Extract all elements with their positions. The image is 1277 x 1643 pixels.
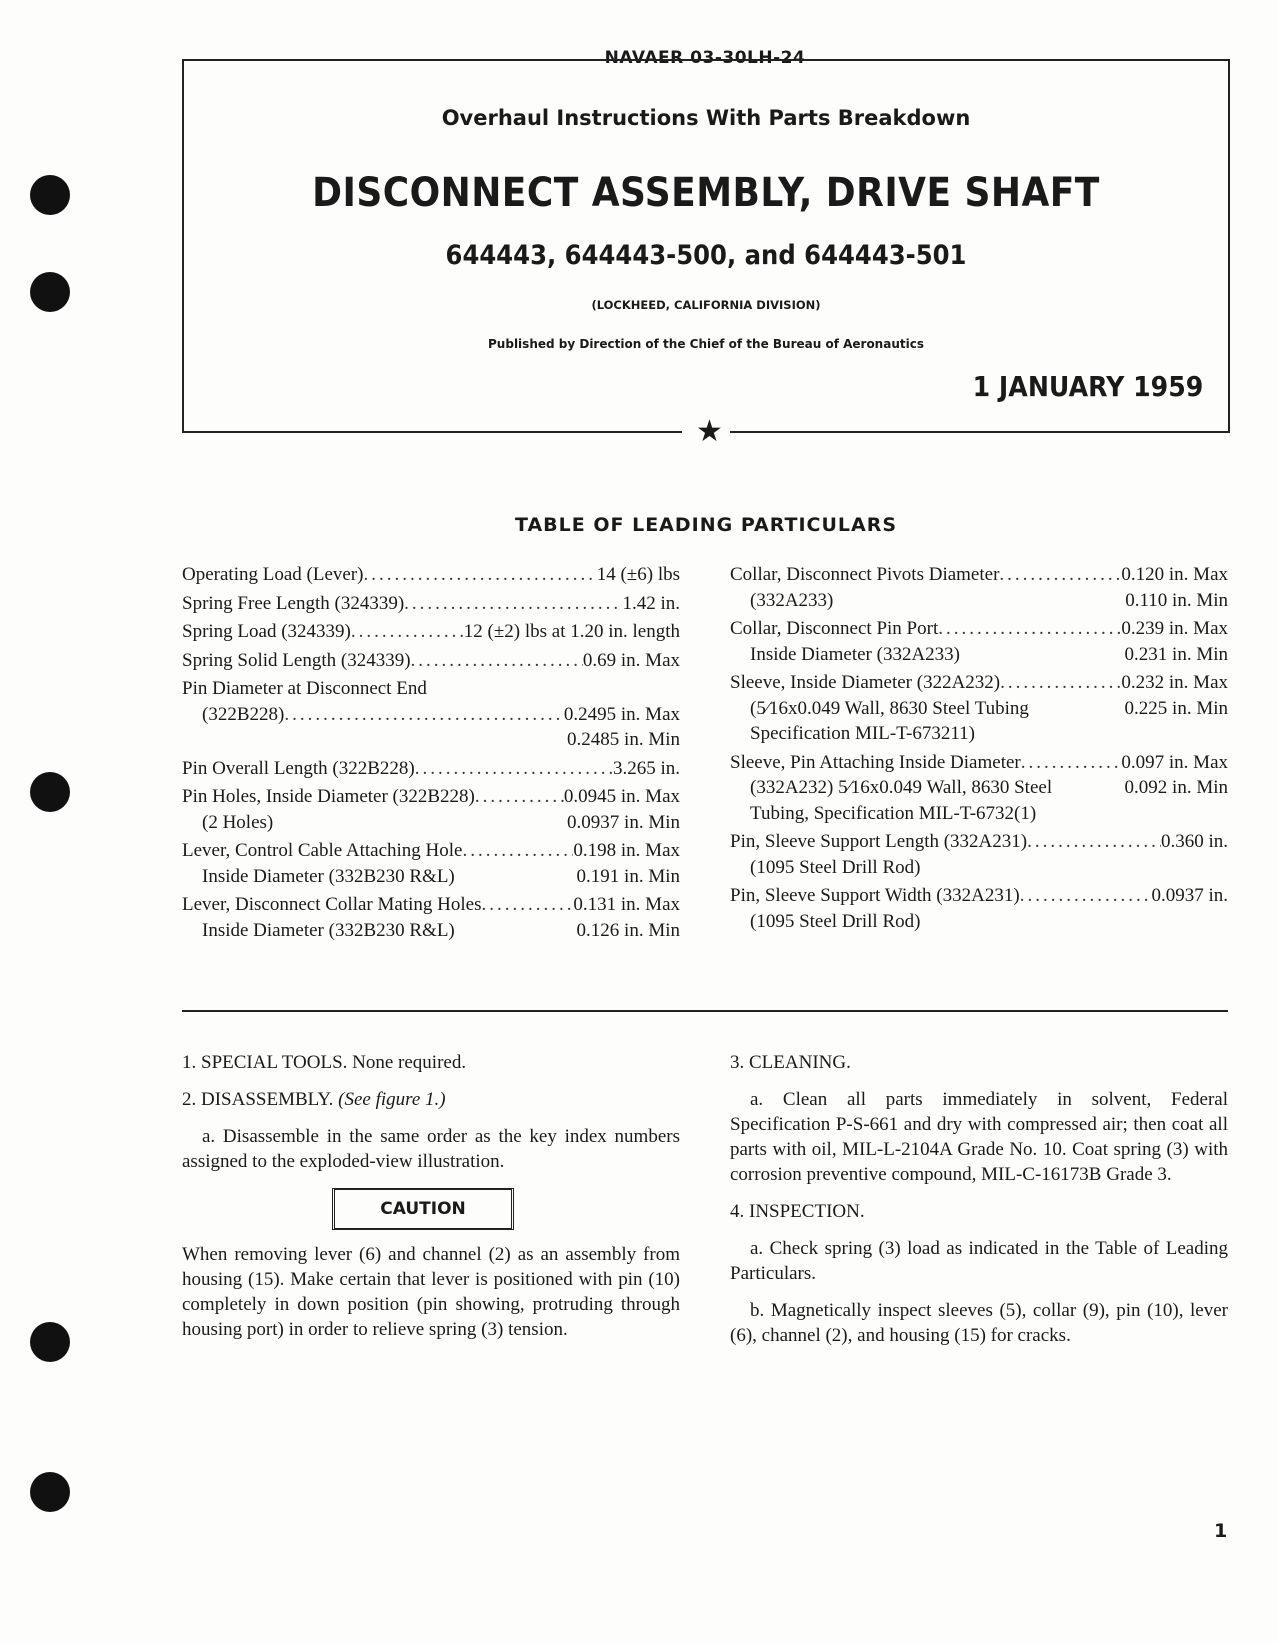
particular-label: (5⁄16x0.049 Wall, 8630 Steel Tubing <box>750 697 1029 719</box>
particular-label: (1095 Steel Drill Rod) <box>750 910 921 932</box>
particular-line <box>730 721 1228 747</box>
particular-entry <box>182 648 680 674</box>
particular-line <box>730 909 1228 935</box>
particular-value: 0.126 in. Min <box>576 919 680 941</box>
particular-label: (322B228) <box>202 703 285 725</box>
table-heading: TABLE OF LEADING PARTICULARS <box>514 514 898 536</box>
particular-entry <box>182 838 680 889</box>
particular-label: Inside Diameter (332B230 R&L) <box>202 865 455 887</box>
spacer <box>202 727 567 753</box>
spacer <box>455 864 577 890</box>
spacer <box>1029 696 1125 722</box>
particular-line <box>730 562 1228 588</box>
particular-line <box>182 676 680 702</box>
dot-leader <box>415 756 613 782</box>
spacer <box>1036 801 1228 827</box>
dot-leader <box>475 784 564 810</box>
particular-value: 0.0937 in. Min <box>567 811 680 833</box>
particular-line <box>182 756 680 782</box>
spacer <box>455 918 577 944</box>
particular-label: Sleeve, Inside Diameter (322A232) <box>730 672 1001 693</box>
division: (LOCKHEED, CALIFORNIA DIVISION) <box>591 298 821 312</box>
body-right-column <box>730 1050 1228 1360</box>
particular-label: (2 Holes) <box>202 811 274 833</box>
particular-value: 0.191 in. Min <box>576 865 680 887</box>
dot-leader <box>351 619 464 645</box>
particular-entry <box>182 892 680 943</box>
published-by: Published by Direction of the Chief of the Bureau of Aeronautics <box>488 337 924 351</box>
particular-value: 0.110 in. Min <box>1125 589 1228 611</box>
particular-label: Inside Diameter (332A233) <box>750 643 960 665</box>
disassembly-step-a: a. Disassemble in the same order as the key index numbers assigned to the exploded-view illustration. <box>182 1126 680 1172</box>
particular-line <box>182 784 680 810</box>
spacer <box>920 855 1228 881</box>
dot-leader <box>363 562 596 588</box>
particular-value: 1.42 in. <box>622 592 680 614</box>
punch-hole <box>30 272 70 312</box>
particular-entry <box>182 784 680 835</box>
caution-text: When removing lever (6) and channel (2) as an assembly from housing (15). Make certain that lever is positioned with pin (10) completely in down position (pin showing, protruding through housing port) in order to relieve spring (3) tension. <box>182 1244 680 1340</box>
section-special-tools: 1. SPECIAL TOOLS. None required. <box>182 1052 467 1073</box>
particular-label: Specification MIL-T-673211) <box>750 723 975 744</box>
body-left-column <box>182 1050 680 1354</box>
particular-line <box>182 591 680 617</box>
particular-line <box>730 883 1228 909</box>
punch-hole <box>30 772 70 812</box>
dot-leader <box>462 838 573 864</box>
particular-line <box>182 864 680 890</box>
particular-label: (1095 Steel Drill Rod) <box>750 856 921 878</box>
particular-value: 0.231 in. Min <box>1124 643 1228 665</box>
divider <box>182 431 682 433</box>
particular-value: 0.360 in. <box>1160 831 1228 852</box>
dot-leader <box>1027 829 1161 855</box>
particular-line <box>730 616 1228 642</box>
particular-entry <box>730 616 1228 667</box>
particular-value: 0.131 in. Max <box>573 894 680 915</box>
dot-leader <box>481 892 573 918</box>
section-divider <box>182 1010 1228 1012</box>
particular-line <box>182 562 680 588</box>
particular-entry <box>182 619 680 645</box>
particulars-left-column <box>182 562 680 946</box>
publication-date: 1 JANUARY 1959 <box>972 370 1203 403</box>
dot-leader <box>1000 670 1121 696</box>
particular-label: Collar, Disconnect Pin Port <box>730 618 939 639</box>
particular-label: Pin, Sleeve Support Length (332A231) <box>730 831 1028 852</box>
particular-value: 0.239 in. Max <box>1121 618 1228 639</box>
punch-hole <box>30 1472 70 1512</box>
divider <box>730 431 1228 433</box>
particular-value: 0.097 in. Max <box>1121 751 1228 773</box>
particular-entry <box>730 829 1228 880</box>
particular-label: Spring Solid Length (324339) <box>182 649 411 671</box>
particular-label: Pin Diameter at Disconnect End <box>182 678 427 699</box>
particular-label: (332A233) <box>750 589 834 611</box>
particular-value: 0.120 in. Max <box>1121 564 1228 585</box>
particular-line <box>182 727 680 753</box>
dot-leader <box>938 616 1121 642</box>
spacer <box>833 588 1125 614</box>
particular-line <box>730 775 1228 801</box>
particular-label: Tubing, Specification MIL-T-6732(1) <box>750 802 1037 824</box>
particular-entry <box>182 676 680 753</box>
particular-line <box>730 588 1228 614</box>
particular-entry <box>730 883 1228 934</box>
inspection-step-a: a. Check spring (3) load as indicated in the Table of Leading Particulars. <box>730 1238 1228 1284</box>
particular-value: 14 (±6) lbs <box>596 564 680 585</box>
caution-label: CAUTION <box>332 1188 514 1230</box>
section-disassembly-heading <box>182 1087 680 1112</box>
particular-value: 0.225 in. Min <box>1124 697 1228 719</box>
heading: 2. DISASSEMBLY. <box>182 1089 334 1110</box>
particular-value: 12 (±2) lbs at 1.20 in. length <box>463 621 680 642</box>
particular-label: Spring Load (324339) <box>182 621 351 642</box>
spacer <box>920 909 1228 935</box>
particular-line <box>730 750 1228 776</box>
particular-entry <box>730 750 1228 827</box>
star-icon: ★ <box>696 415 723 448</box>
punch-hole <box>30 1322 70 1362</box>
spacer <box>975 721 1228 747</box>
particulars-right-column <box>730 562 1228 937</box>
document-title: DISCONNECT ASSEMBLY, DRIVE SHAFT <box>312 170 1100 216</box>
dot-leader <box>1021 750 1122 776</box>
particular-label: Pin Overall Length (322B228) <box>182 757 415 779</box>
particular-line <box>182 838 680 864</box>
particular-line <box>182 918 680 944</box>
particular-entry <box>182 591 680 617</box>
particular-label: Collar, Disconnect Pivots Diameter <box>730 564 1000 585</box>
spacer <box>427 676 680 702</box>
figure-reference: (See figure 1.) <box>338 1089 446 1110</box>
document-number: NAVAER 03-30LH-24 <box>604 48 806 68</box>
particular-value: 0.0937 in. <box>1151 885 1228 906</box>
particular-entry <box>182 756 680 782</box>
spacer <box>273 810 567 836</box>
spacer <box>1052 775 1124 801</box>
dot-leader <box>411 648 583 674</box>
particular-line <box>182 619 680 645</box>
particular-label: Lever, Disconnect Collar Mating Holes <box>182 894 482 915</box>
particular-label: Operating Load (Lever) <box>182 564 364 585</box>
particular-value: 0.092 in. Min <box>1124 777 1228 798</box>
particular-label: Sleeve, Pin Attaching Inside Diameter <box>730 751 1021 773</box>
particular-entry <box>182 562 680 588</box>
particular-entry <box>730 562 1228 613</box>
dot-leader <box>999 562 1121 588</box>
dot-leader <box>1020 883 1152 909</box>
particular-value: 0.0945 in. Max <box>563 786 680 807</box>
particular-line <box>182 892 680 918</box>
particular-label: Lever, Control Cable Attaching Hole <box>182 840 463 861</box>
particular-value: 0.2485 in. Min <box>567 729 680 750</box>
particular-line <box>182 702 680 728</box>
particular-label: Spring Free Length (324339) <box>182 592 405 614</box>
part-numbers: 644443, 644443-500, and 644443-501 <box>445 240 967 271</box>
punch-hole <box>30 175 70 215</box>
particular-line <box>730 696 1228 722</box>
cleaning-step-a: a. Clean all parts immediately in solvent, Federal Specification P-S-661 and dry with compressed air; then coat all parts with oil, MIL-L-2104A Grade No. 10. Coat spring (3) with corrosion preventive compound, MIL-C-16173B Grade 3. <box>730 1089 1228 1185</box>
subtitle: Overhaul Instructions With Parts Breakdown <box>441 106 971 130</box>
particular-label: Pin Holes, Inside Diameter (322B228) <box>182 786 475 807</box>
particular-label: Inside Diameter (332B230 R&L) <box>202 919 455 941</box>
spacer <box>960 642 1125 668</box>
particular-value: 0.232 in. Max <box>1121 672 1228 693</box>
particular-entry <box>730 670 1228 747</box>
section-cleaning-heading: 3. CLEANING. <box>730 1052 851 1073</box>
page-number: 1 <box>1214 1520 1228 1542</box>
section-inspection-heading: 4. INSPECTION. <box>730 1201 865 1222</box>
particular-label <box>182 727 202 753</box>
particular-value: 0.198 in. Max <box>573 840 680 861</box>
particular-line <box>182 810 680 836</box>
particular-line <box>730 670 1228 696</box>
dot-leader <box>404 591 622 617</box>
particular-value: 0.2495 in. Max <box>563 703 680 725</box>
particular-line <box>730 801 1228 827</box>
particular-value: 0.69 in. Max <box>582 649 680 671</box>
particular-label: Pin, Sleeve Support Width (332A231) <box>730 885 1020 906</box>
particular-line <box>730 855 1228 881</box>
particular-label: (332A232) 5⁄16x0.049 Wall, 8630 Steel <box>750 777 1053 798</box>
particular-line <box>730 829 1228 855</box>
particular-line <box>182 648 680 674</box>
particular-value: 3.265 in. <box>612 757 680 779</box>
particular-line <box>730 642 1228 668</box>
dot-leader <box>284 702 564 728</box>
inspection-step-b: b. Magnetically inspect sleeves (5), collar (9), pin (10), lever (6), channel (2), and housing (15) for cracks. <box>730 1300 1228 1346</box>
